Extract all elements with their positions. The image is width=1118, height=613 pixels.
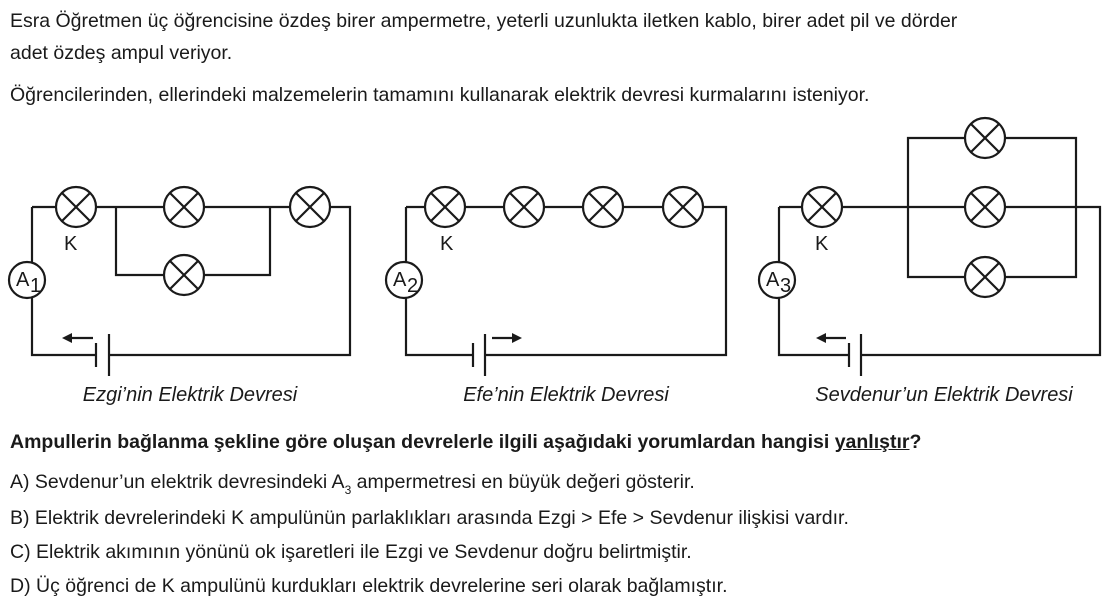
option-a-subscript: 3 — [344, 483, 352, 497]
circuit-efe — [386, 187, 726, 406]
current-arrow-1 — [62, 333, 93, 343]
ammeter-3 — [759, 262, 795, 298]
bulb-1b — [164, 187, 204, 227]
bulb-k-label-2: K — [440, 233, 454, 255]
bulb-1c — [290, 187, 330, 227]
bulb-3d — [965, 257, 1005, 297]
bulb-k-3 — [802, 187, 842, 227]
ammeter-sub-1: 1 — [30, 275, 42, 297]
bulb-3b — [965, 118, 1005, 158]
option-b[interactable]: B) Elektrik devrelerindeki K ampulünün parlaklıkları arasında Ezgi > Efe > Sevdenur ilişkisi vardır. — [10, 507, 849, 529]
option-a-suffix: ampermetresi en büyük değeri gösterir. — [351, 471, 695, 493]
ammeter-sub-3: 3 — [780, 275, 792, 297]
bulb-k-label-3: K — [815, 233, 829, 255]
bulb-k-2 — [425, 187, 465, 227]
bulb-3c — [965, 187, 1005, 227]
bulb-2b — [504, 187, 544, 227]
bulb-k-1 — [56, 187, 96, 227]
caption-sevdenur: Sevdenur’un Elektrik Devresi — [815, 384, 1073, 406]
battery-3 — [849, 334, 861, 376]
question-end: ? — [909, 431, 922, 453]
circuit-ezgi — [9, 187, 350, 406]
intro-line-2: adet özdeş ampul veriyor. — [10, 42, 233, 64]
current-arrow-2 — [492, 333, 522, 343]
current-arrow-3 — [816, 333, 846, 343]
intro-line-1: Esra Öğretmen üç öğrencisine özdeş birer ampermetre, yeterli uzunlukta iletken kablo, birer adet pil ve dörder — [10, 10, 958, 32]
question-text — [10, 430, 921, 454]
ammeter-letter-2: A — [393, 269, 407, 291]
circuit-sevdenur — [759, 118, 1100, 406]
ammeter-2 — [386, 262, 422, 298]
question-main: Ampullerin bağlanma şekline göre oluşan devrelerle ilgili aşağıdaki yorumlardan hangisi — [10, 431, 835, 453]
bulb-1d — [164, 255, 204, 295]
battery-2 — [473, 334, 485, 376]
bulb-2c — [583, 187, 623, 227]
caption-ezgi: Ezgi’nin Elektrik Devresi — [82, 384, 298, 406]
bulb-k-label-1: K — [64, 233, 78, 255]
ammeter-sub-2: 2 — [407, 275, 419, 297]
bulb-2d — [663, 187, 703, 227]
caption-efe: Efe’nin Elektrik Devresi — [463, 384, 669, 406]
ammeter-letter-3: A — [766, 269, 780, 291]
ammeter-1 — [9, 262, 45, 298]
battery-1 — [96, 334, 109, 376]
option-c[interactable]: C) Elektrik akımının yönünü ok işaretleri ile Ezgi ve Sevdenur doğru belirtmiştir. — [10, 541, 692, 563]
question-underlined: yanlıştır — [834, 431, 910, 453]
circuit-diagrams — [0, 110, 1118, 410]
option-a-prefix: A) Sevdenur’un elektrik devresindeki A — [10, 471, 345, 493]
ammeter-letter-1: A — [16, 269, 30, 291]
intro-line-3: Öğrencilerinden, ellerindeki malzemelerin tamamını kullanarak elektrik devresi kurmalarını isteniyor. — [10, 84, 870, 106]
option-a[interactable] — [10, 470, 695, 496]
option-d[interactable]: D) Üç öğrenci de K ampulünü kurdukları elektrik devrelerine seri olarak bağlamıştır. — [10, 575, 728, 597]
